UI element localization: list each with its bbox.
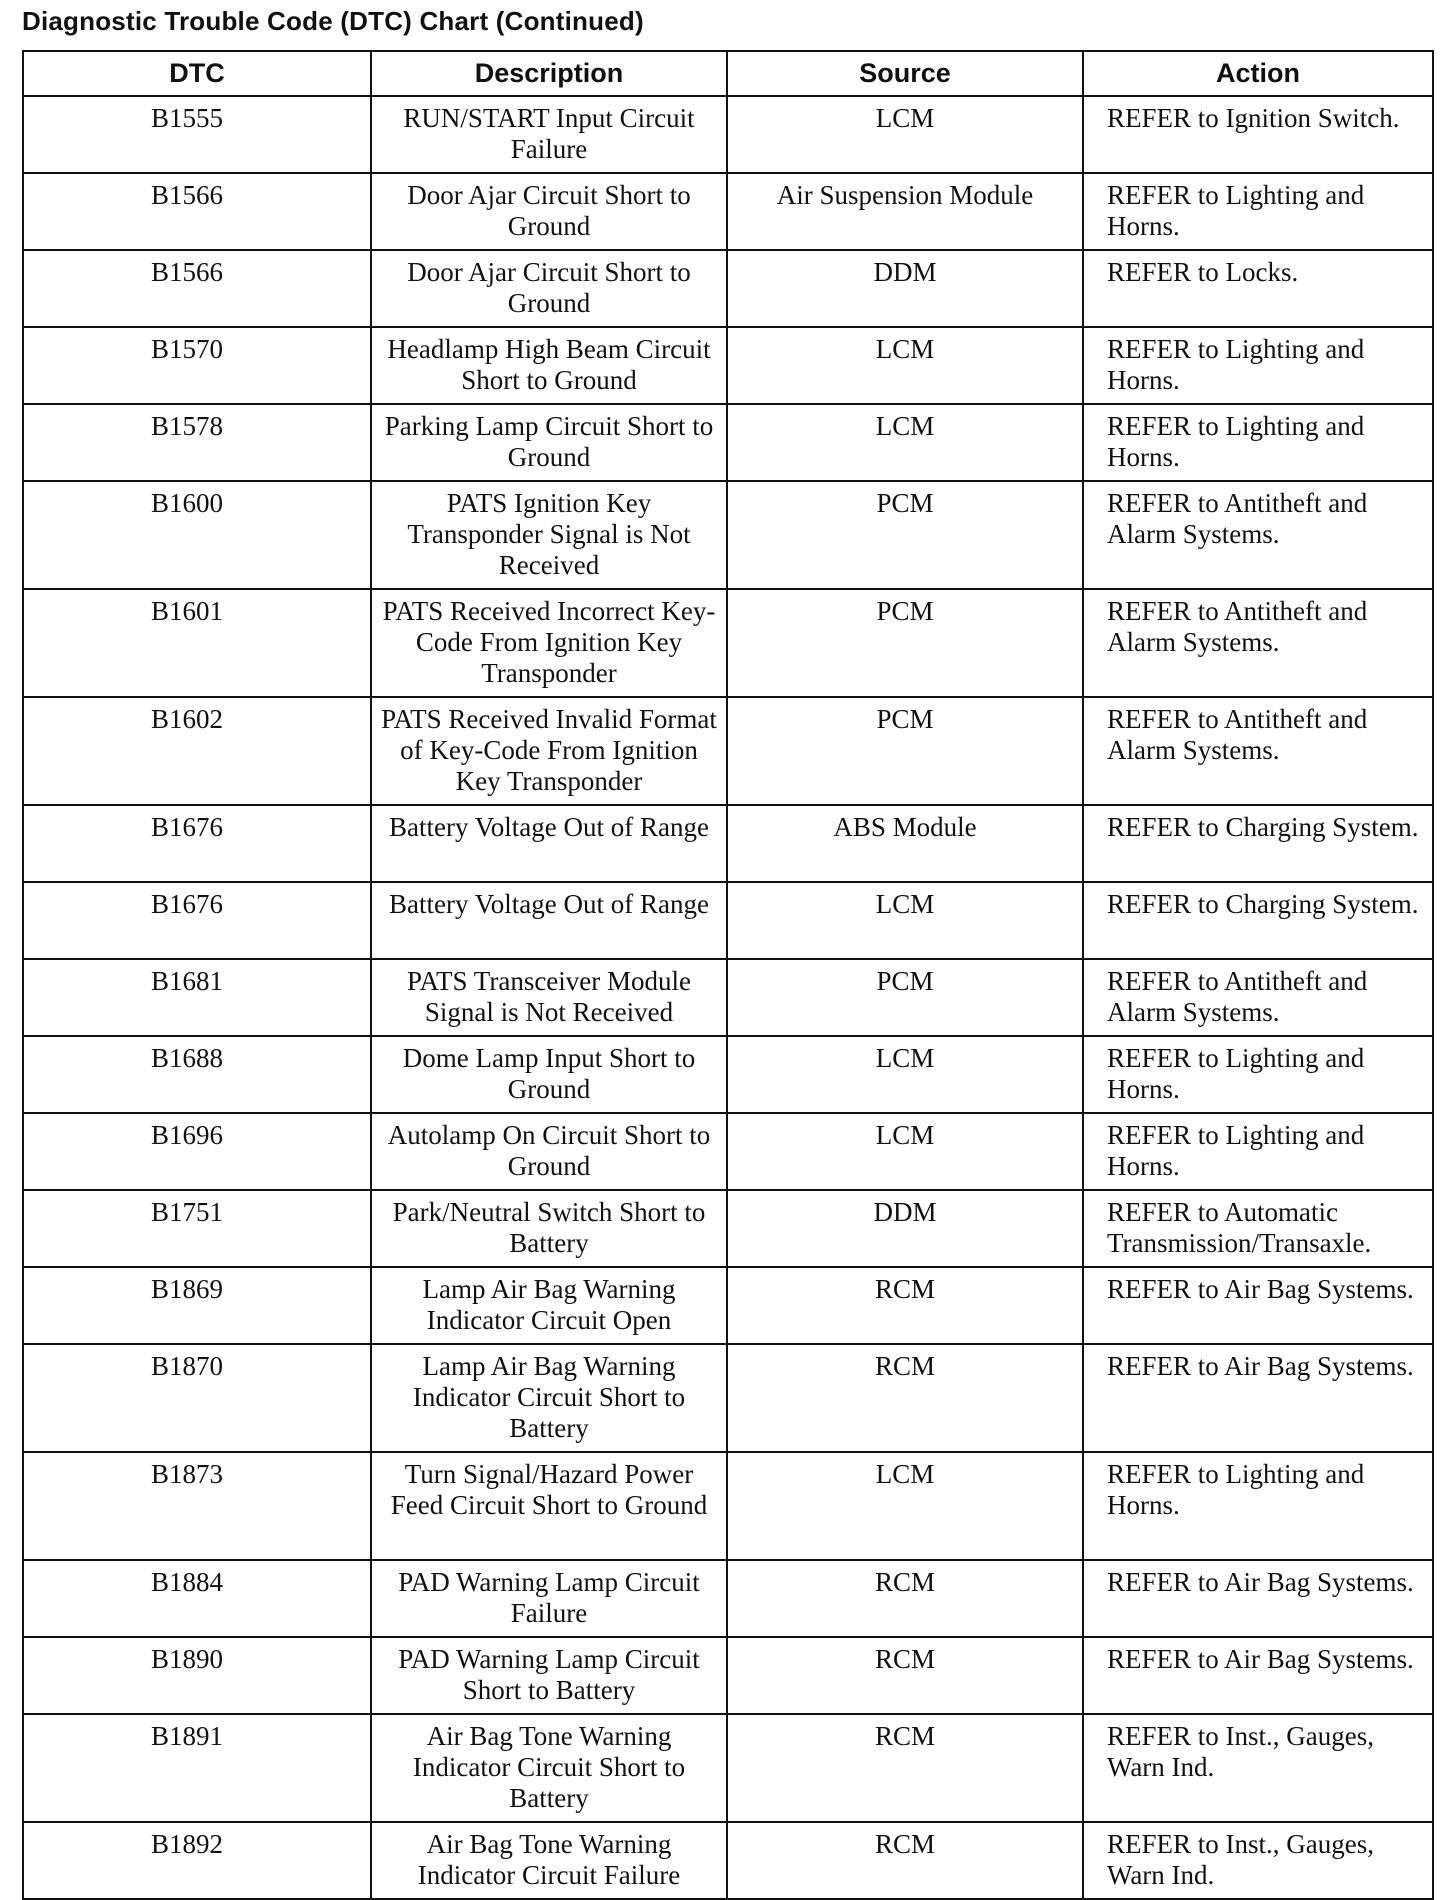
action-cell: REFER to Charging System.	[1083, 882, 1433, 959]
dtc-cell: B1601	[23, 589, 371, 697]
action-cell: REFER to Inst., Gauges, Warn Ind.	[1083, 1822, 1433, 1899]
dtc-cell: B1870	[23, 1344, 371, 1452]
source-cell: RCM	[727, 1714, 1083, 1822]
action-cell: REFER to Air Bag Systems.	[1083, 1267, 1433, 1344]
description-cell: Door Ajar Circuit Short to Ground	[371, 250, 727, 327]
action-cell: REFER to Antitheft and Alarm Systems.	[1083, 959, 1433, 1036]
source-cell: DDM	[727, 250, 1083, 327]
source-cell: PCM	[727, 589, 1083, 697]
page-title: Diagnostic Trouble Code (DTC) Chart (Continued)	[22, 6, 644, 36]
dtc-cell: B1869	[23, 1267, 371, 1344]
dtc-cell: B1566	[23, 250, 371, 327]
dtc-table	[22, 50, 1434, 1900]
description-cell: PATS Transceiver Module Signal is Not Received	[371, 959, 727, 1036]
table-row	[23, 1822, 1433, 1899]
dtc-cell: B1873	[23, 1452, 371, 1560]
action-cell: REFER to Lighting and Horns.	[1083, 1113, 1433, 1190]
column-header-description: Description	[371, 51, 727, 96]
dtc-cell: B1890	[23, 1637, 371, 1714]
description-cell: Autolamp On Circuit Short to Ground	[371, 1113, 727, 1190]
source-cell: LCM	[727, 404, 1083, 481]
description-cell: PATS Received Invalid Format of Key-Code From Ignition Key Transponder	[371, 697, 727, 805]
description-cell: PAD Warning Lamp Circuit Short to Battery	[371, 1637, 727, 1714]
table-row	[23, 805, 1433, 882]
description-cell: PAD Warning Lamp Circuit Failure	[371, 1560, 727, 1637]
table-row	[23, 1714, 1433, 1822]
dtc-cell: B1566	[23, 173, 371, 250]
action-cell: REFER to Air Bag Systems.	[1083, 1560, 1433, 1637]
table-row	[23, 1637, 1433, 1714]
source-cell: LCM	[727, 882, 1083, 959]
action-cell: REFER to Antitheft and Alarm Systems.	[1083, 481, 1433, 589]
table-row	[23, 959, 1433, 1036]
source-cell: LCM	[727, 1036, 1083, 1113]
action-cell: REFER to Locks.	[1083, 250, 1433, 327]
dtc-cell: B1696	[23, 1113, 371, 1190]
dtc-cell: B1884	[23, 1560, 371, 1637]
description-cell: Headlamp High Beam Circuit Short to Ground	[371, 327, 727, 404]
description-cell: PATS Received Incorrect Key-Code From Ignition Key Transponder	[371, 589, 727, 697]
action-cell: REFER to Ignition Switch.	[1083, 96, 1433, 173]
source-cell: RCM	[727, 1560, 1083, 1637]
action-cell: REFER to Inst., Gauges, Warn Ind.	[1083, 1714, 1433, 1822]
action-cell: REFER to Air Bag Systems.	[1083, 1637, 1433, 1714]
column-header-dtc: DTC	[23, 51, 371, 96]
column-header-source: Source	[727, 51, 1083, 96]
source-cell: Air Suspension Module	[727, 173, 1083, 250]
description-cell: Lamp Air Bag Warning Indicator Circuit Short to Battery	[371, 1344, 727, 1452]
table-row	[23, 1190, 1433, 1267]
table-row	[23, 1267, 1433, 1344]
dtc-cell: B1555	[23, 96, 371, 173]
dtc-cell: B1891	[23, 1714, 371, 1822]
source-cell: RCM	[727, 1822, 1083, 1899]
source-cell: LCM	[727, 1113, 1083, 1190]
source-cell: PCM	[727, 697, 1083, 805]
description-cell: Parking Lamp Circuit Short to Ground	[371, 404, 727, 481]
description-cell: Air Bag Tone Warning Indicator Circuit Short to Battery	[371, 1714, 727, 1822]
table-row	[23, 1452, 1433, 1560]
description-cell: Air Bag Tone Warning Indicator Circuit Failure	[371, 1822, 727, 1899]
dtc-cell: B1570	[23, 327, 371, 404]
dtc-cell: B1681	[23, 959, 371, 1036]
table-row	[23, 1560, 1433, 1637]
table-row	[23, 1113, 1433, 1190]
description-cell: Lamp Air Bag Warning Indicator Circuit Open	[371, 1267, 727, 1344]
description-cell: Door Ajar Circuit Short to Ground	[371, 173, 727, 250]
source-cell: PCM	[727, 481, 1083, 589]
table-row	[23, 250, 1433, 327]
table-row	[23, 1344, 1433, 1452]
action-cell: REFER to Antitheft and Alarm Systems.	[1083, 697, 1433, 805]
dtc-cell: B1600	[23, 481, 371, 589]
source-cell: LCM	[727, 96, 1083, 173]
description-cell: Park/Neutral Switch Short to Battery	[371, 1190, 727, 1267]
action-cell: REFER to Charging System.	[1083, 805, 1433, 882]
table-row	[23, 481, 1433, 589]
table-row	[23, 327, 1433, 404]
action-cell: REFER to Lighting and Horns.	[1083, 173, 1433, 250]
source-cell: PCM	[727, 959, 1083, 1036]
description-cell: PATS Ignition Key Transponder Signal is Not Received	[371, 481, 727, 589]
table-row	[23, 1036, 1433, 1113]
source-cell: ABS Module	[727, 805, 1083, 882]
table-row	[23, 697, 1433, 805]
source-cell: LCM	[727, 1452, 1083, 1560]
action-cell: REFER to Lighting and Horns.	[1083, 404, 1433, 481]
dtc-cell: B1751	[23, 1190, 371, 1267]
description-cell: Turn Signal/Hazard Power Feed Circuit Short to Ground	[371, 1452, 727, 1560]
source-cell: RCM	[727, 1637, 1083, 1714]
table-row	[23, 882, 1433, 959]
description-cell: Battery Voltage Out of Range	[371, 805, 727, 882]
header-row	[23, 51, 1433, 96]
table-row	[23, 589, 1433, 697]
description-cell: RUN/START Input Circuit Failure	[371, 96, 727, 173]
description-cell: Battery Voltage Out of Range	[371, 882, 727, 959]
dtc-cell: B1688	[23, 1036, 371, 1113]
table-row	[23, 404, 1433, 481]
description-cell: Dome Lamp Input Short to Ground	[371, 1036, 727, 1113]
source-cell: DDM	[727, 1190, 1083, 1267]
action-cell: REFER to Air Bag Systems.	[1083, 1344, 1433, 1452]
source-cell: RCM	[727, 1267, 1083, 1344]
source-cell: RCM	[727, 1344, 1083, 1452]
table-row	[23, 173, 1433, 250]
action-cell: REFER to Lighting and Horns.	[1083, 1036, 1433, 1113]
dtc-cell: B1602	[23, 697, 371, 805]
source-cell: LCM	[727, 327, 1083, 404]
action-cell: REFER to Automatic Transmission/Transaxle.	[1083, 1190, 1433, 1267]
table-row	[23, 96, 1433, 173]
dtc-cell: B1676	[23, 882, 371, 959]
action-cell: REFER to Lighting and Horns.	[1083, 1452, 1433, 1560]
dtc-cell: B1892	[23, 1822, 371, 1899]
action-cell: REFER to Lighting and Horns.	[1083, 327, 1433, 404]
dtc-cell: B1578	[23, 404, 371, 481]
action-cell: REFER to Antitheft and Alarm Systems.	[1083, 589, 1433, 697]
dtc-cell: B1676	[23, 805, 371, 882]
column-header-action: Action	[1083, 51, 1433, 96]
